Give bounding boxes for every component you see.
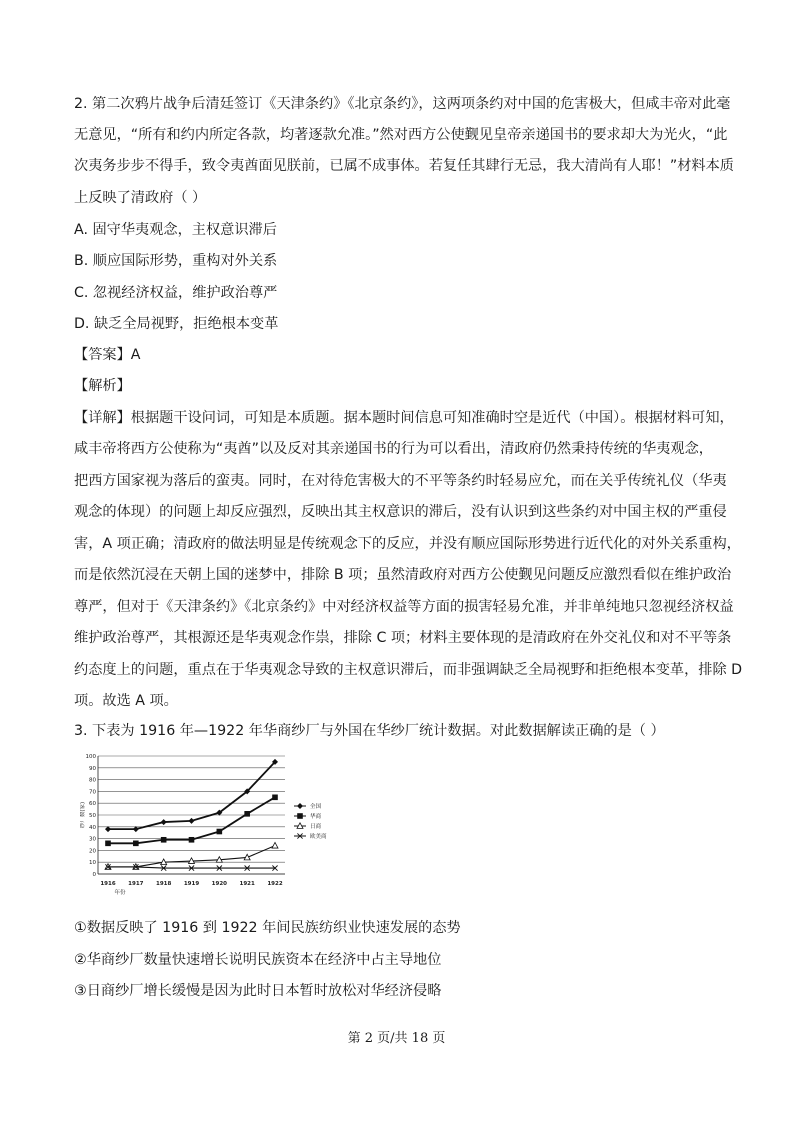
data-point-2 (272, 842, 278, 848)
data-point-1 (272, 795, 278, 801)
y-tick-label: 30 (89, 836, 96, 843)
page-footer: 第 2 页/共 18 页 (347, 1031, 446, 1046)
y-tick-label: 90 (89, 765, 96, 772)
legend-marker (297, 803, 303, 809)
q2-detail-line-4: 观念的体现）的问题上却反应强烈，反映出其主权意识的滞后，没有认识到这些条约对中国主权的严重侵 (74, 504, 727, 520)
data-point-0 (189, 818, 195, 824)
data-point-1 (105, 841, 111, 847)
q2-detail-line-9: 约态度上的问题，重点在于华夷观念导致的主权意识滞后，而非强调缺乏全局视野和拒绝根本变革，排除 D (74, 662, 743, 678)
data-point-1 (189, 837, 195, 843)
x-tick-label: 1922 (267, 881, 283, 887)
legend-label: 欧美商 (310, 834, 327, 840)
q2-answer: 【答案】A (74, 347, 141, 363)
y-tick-label: 0 (92, 872, 96, 878)
y-tick-label: 50 (89, 813, 96, 819)
legend-label: 日商 (310, 824, 322, 830)
y-tick-label: 40 (89, 824, 96, 831)
x-tick-label: 1916 (100, 881, 116, 887)
y-tick-label: 10 (89, 860, 96, 867)
data-point-1 (133, 841, 139, 847)
y-tick-label: 70 (89, 789, 96, 796)
x-tick-label: 1919 (183, 881, 200, 887)
legend-label: 华商 (310, 814, 322, 820)
q3-statement-3: ③日商纱厂增长缓慢是因为此时日本暂时放松对华经济侵略 (74, 983, 442, 999)
x-tick-label: 1920 (211, 881, 227, 887)
x-tick-label: 1917 (128, 881, 144, 887)
chart-svg (80, 748, 360, 900)
q2-analysis-label: 【解析】 (74, 378, 131, 394)
q2-option-b: B. 顺应国际形势，重构对外关系 (74, 253, 278, 269)
legend-label: 全国 (310, 804, 322, 810)
q2-detail-line-3: 把西方国家视为落后的蛮夷。同时，在对待危害极大的不平等条约时轻易应允，而在关乎传统礼仪（华夷 (74, 473, 727, 489)
q2-detail-line-7: 尊严，但对于《天津条约》《北京条约》中对经济权益等方面的损害轻易允准，并非单纯地只忽视经济权益 (74, 599, 734, 615)
q2-detail-line-2: 咸丰帝将西方公使称为“夷酋”以及反对其亲递国书的行为可以看出，清政府仍然秉持传统的华夷观念， (74, 441, 713, 457)
y-tick-label: 60 (89, 801, 96, 808)
data-point-1 (161, 837, 167, 843)
x-axis-label: 年份 (114, 890, 126, 896)
y-tick-label: 100 (85, 754, 96, 760)
q2-stem-line-3: 次夷务步步不得手，致令夷酋面见朕前，已属不成事体。若复任其肆行无忌，我大清尚有人耶！”材料本质 (74, 158, 734, 174)
data-point-1 (217, 829, 223, 835)
q2-detail-line-6: 而是依然沉浸在天朝上国的迷梦中，排除 B 项；虽然清政府对西方公使觐见问题反应激烈看似在维护政治 (74, 567, 732, 583)
q2-detail-line-8: 维护政治尊严，其根源还是华夷观念作祟，排除 C 项；材料主要体现的是清政府在外交礼仪和对不平等条 (74, 630, 732, 646)
x-tick-label: 1921 (239, 881, 255, 887)
q3-stem: 3. 下表为 1916 年—1922 年华商纱厂与外国在华纱厂统计数据。对此数据解读正确的是（ ） (74, 723, 665, 739)
y-tick-label: 80 (89, 777, 96, 784)
q2-detail-line-1: 【详解】根据题干设问词，可知是本质题。据本题时间信息可知准确时空是近代（中国）。根据材料可知， (74, 410, 734, 426)
data-point-1 (244, 811, 250, 817)
q2-detail-line-10: 项。故选 A 项。 (74, 693, 178, 709)
q2-stem-line-4: 上反映了清政府（ ） (74, 190, 207, 206)
q2-option-c: C. 忽视经济权益，维护政治尊严 (74, 285, 278, 301)
q2-stem-line-1: 2. 第二次鸦片战争后清廷签订《天津条约》《北京条约》，这两项条约对中国的危害极大，但咸丰帝对此毫 (74, 96, 731, 112)
data-point-0 (161, 819, 167, 825)
y-tick-label: 20 (89, 848, 96, 855)
q3-statement-1: ①数据反映了 1916 到 1922 年间民族纺织业快速发展的态势 (74, 920, 461, 936)
q3-statement-2: ②华商纱厂数量快速增长说明民族资本在经济中占主导地位 (74, 952, 442, 968)
spinning-mills-chart (80, 748, 360, 900)
q2-stem-line-2: 无意见，“所有和约内所定各款，均著逐款允准。”然对西方公使觐见皇帝亲递国书的要求却大为光火，“此 (74, 127, 728, 143)
q2-option-d: D. 缺乏全局视野，拒绝根本变革 (74, 316, 279, 332)
legend-marker (297, 813, 303, 819)
x-tick-label: 1918 (156, 881, 172, 887)
y-axis-label: 纱厂数(家) (80, 801, 86, 829)
q2-option-a: A. 固守华夷观念，主权意识滞后 (74, 222, 277, 238)
q2-detail-line-5: 害，A 项正确；清政府的做法明显是传统观念下的反应，并没有顺应国际形势进行近代化的对外关系重构， (74, 536, 741, 552)
